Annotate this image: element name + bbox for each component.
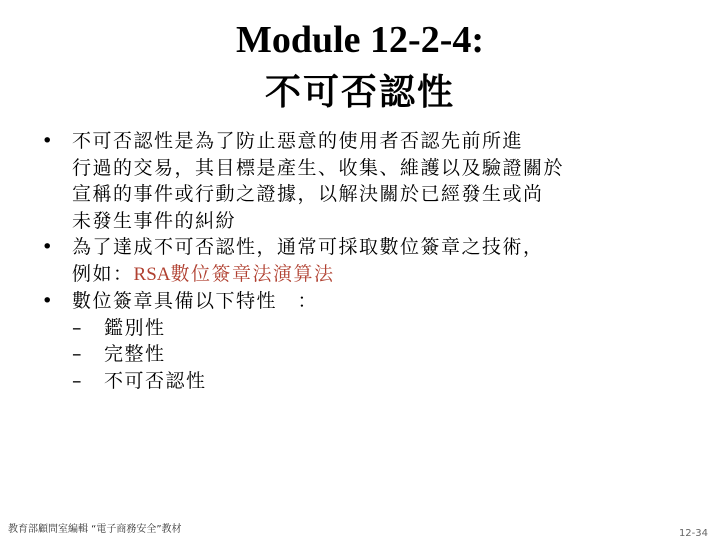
sub-item-3 [38, 368, 678, 395]
sub-dash: – [72, 369, 83, 392]
bullet-dot: • [41, 236, 55, 258]
bullet-item-1 [38, 128, 678, 234]
sub-item-label: 完整性 [104, 343, 166, 365]
example-method: 數位簽章法演算法 [170, 262, 335, 285]
bullet-dot: • [41, 130, 55, 152]
sub-item-1 [38, 315, 678, 342]
bullet-2-line-2 [72, 261, 678, 289]
example-prefix: 例如： [72, 262, 134, 285]
sub-item-label: 不可否認性 [104, 369, 207, 392]
sub-dash: – [72, 343, 83, 365]
bullet-2-line-1: 為了達成不可否認性，通常可採取數位簽章之技術， [72, 236, 544, 258]
sub-item-label: 鑑別性 [104, 316, 166, 339]
example-rsa: RSA [133, 263, 171, 285]
slide-body [38, 128, 678, 394]
bullet-1-line-2: 行過的交易，其目標是產生、收集、維護以及驗證關於 [72, 156, 565, 179]
bullet-1-line-1: 不可否認性是為了防止惡意的使用者否認先前所進 [72, 130, 524, 152]
bullet-3-line-1: 數位簽章具備以下特性 ： [72, 290, 319, 312]
bullet-dot: • [41, 290, 55, 312]
bullet-1-line-3: 宣稱的事件或行動之證據，以解決關於已經發生或尚 [72, 183, 544, 205]
bullet-item-3 [38, 288, 678, 315]
slide-title-chinese: 不可否認性 [264, 72, 455, 113]
slide-title-english: Module 12-2-4: [235, 19, 485, 61]
bullet-item-2 [38, 234, 678, 288]
sub-item-2 [38, 341, 678, 368]
page-number: 12-34 [678, 528, 708, 539]
sub-dash: – [72, 316, 83, 339]
footer-source: 教育部顧問室編輯 “電子商務安全”教材 [8, 524, 182, 535]
bullet-1-line-4: 未發生事件的糾紛 [72, 209, 237, 232]
